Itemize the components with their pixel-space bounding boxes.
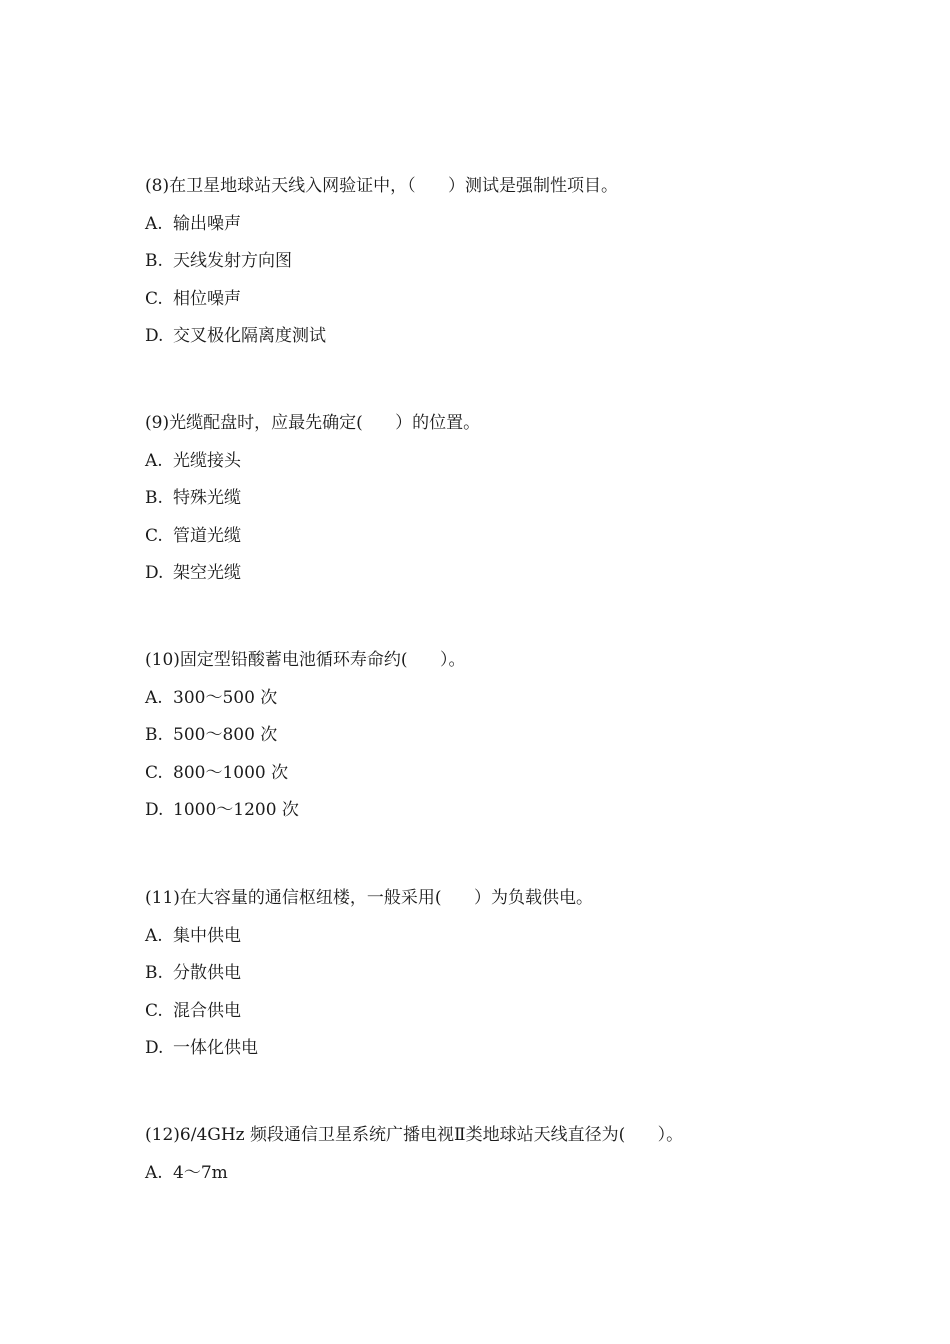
option-letter: A. [145, 450, 163, 471]
option-text: 集中供电 [173, 925, 241, 946]
option-letter: B. [145, 251, 163, 271]
question-8 [145, 174, 905, 362]
question-12 [145, 1123, 905, 1198]
option-a [145, 686, 905, 710]
question-stem: (11)在大容量的通信枢纽楼，一般采用( ）为负载供电。 [145, 888, 593, 908]
question-11 [145, 886, 905, 1074]
option-text: 天线发射方向图 [173, 251, 292, 271]
option-text: 光缆接头 [173, 450, 241, 471]
option-text: 输出噪声 [173, 213, 241, 234]
option-text: 分散供电 [173, 963, 241, 983]
option-c [145, 287, 905, 311]
option-letter: B. [145, 488, 163, 508]
question-stem: (9)光缆配盘时，应最先确定( ）的位置。 [145, 413, 481, 433]
option-letter: A. [145, 1162, 163, 1183]
option-text: 特殊光缆 [173, 488, 241, 508]
question-10 [145, 648, 905, 836]
option-letter: C. [145, 525, 163, 546]
question-stem: (10)固定型铅酸蓄电池循环寿命约( ）。 [145, 650, 466, 670]
option-text: 500～800 次 [173, 725, 278, 745]
option-d [145, 1036, 905, 1060]
option-text: 架空光缆 [173, 563, 241, 583]
option-letter: A. [145, 687, 163, 708]
option-letter: A. [145, 925, 163, 946]
option-letter: C. [145, 288, 163, 309]
option-text: 交叉极化隔离度测试 [173, 326, 326, 346]
option-letter: C. [145, 1000, 163, 1021]
option-text: 300～500 次 [173, 687, 278, 708]
option-c [145, 999, 905, 1023]
option-d [145, 324, 905, 348]
question-stem: (8)在卫星地球站天线入网验证中，（ ）测试是强制性项目。 [145, 176, 619, 196]
option-letter: B. [145, 725, 163, 745]
option-d [145, 798, 905, 822]
question-9 [145, 411, 905, 599]
option-b [145, 723, 905, 747]
option-d [145, 561, 905, 585]
option-letter: D. [145, 326, 164, 346]
option-a [145, 1161, 905, 1185]
option-b [145, 249, 905, 273]
option-b [145, 961, 905, 985]
option-text: 管道光缆 [173, 525, 241, 546]
option-text: 800～1000 次 [173, 762, 289, 783]
option-text: 相位噪声 [173, 288, 241, 309]
option-a [145, 212, 905, 236]
option-letter: A. [145, 213, 163, 234]
option-a [145, 449, 905, 473]
option-b [145, 486, 905, 510]
option-c [145, 761, 905, 785]
option-c [145, 524, 905, 548]
option-letter: D. [145, 563, 164, 583]
option-letter: D. [145, 1038, 164, 1058]
option-text: 4～7m [173, 1162, 228, 1183]
option-text: 1000～1200 次 [173, 800, 299, 820]
option-a [145, 924, 905, 948]
option-letter: D. [145, 800, 164, 820]
option-text: 一体化供电 [173, 1038, 258, 1058]
option-letter: C. [145, 762, 163, 783]
question-stem: (12)6/4GHz 频段通信卫星系统广播电视Ⅱ类地球站天线直径为( ）。 [145, 1125, 684, 1145]
option-text: 混合供电 [173, 1000, 241, 1021]
option-letter: B. [145, 963, 163, 983]
